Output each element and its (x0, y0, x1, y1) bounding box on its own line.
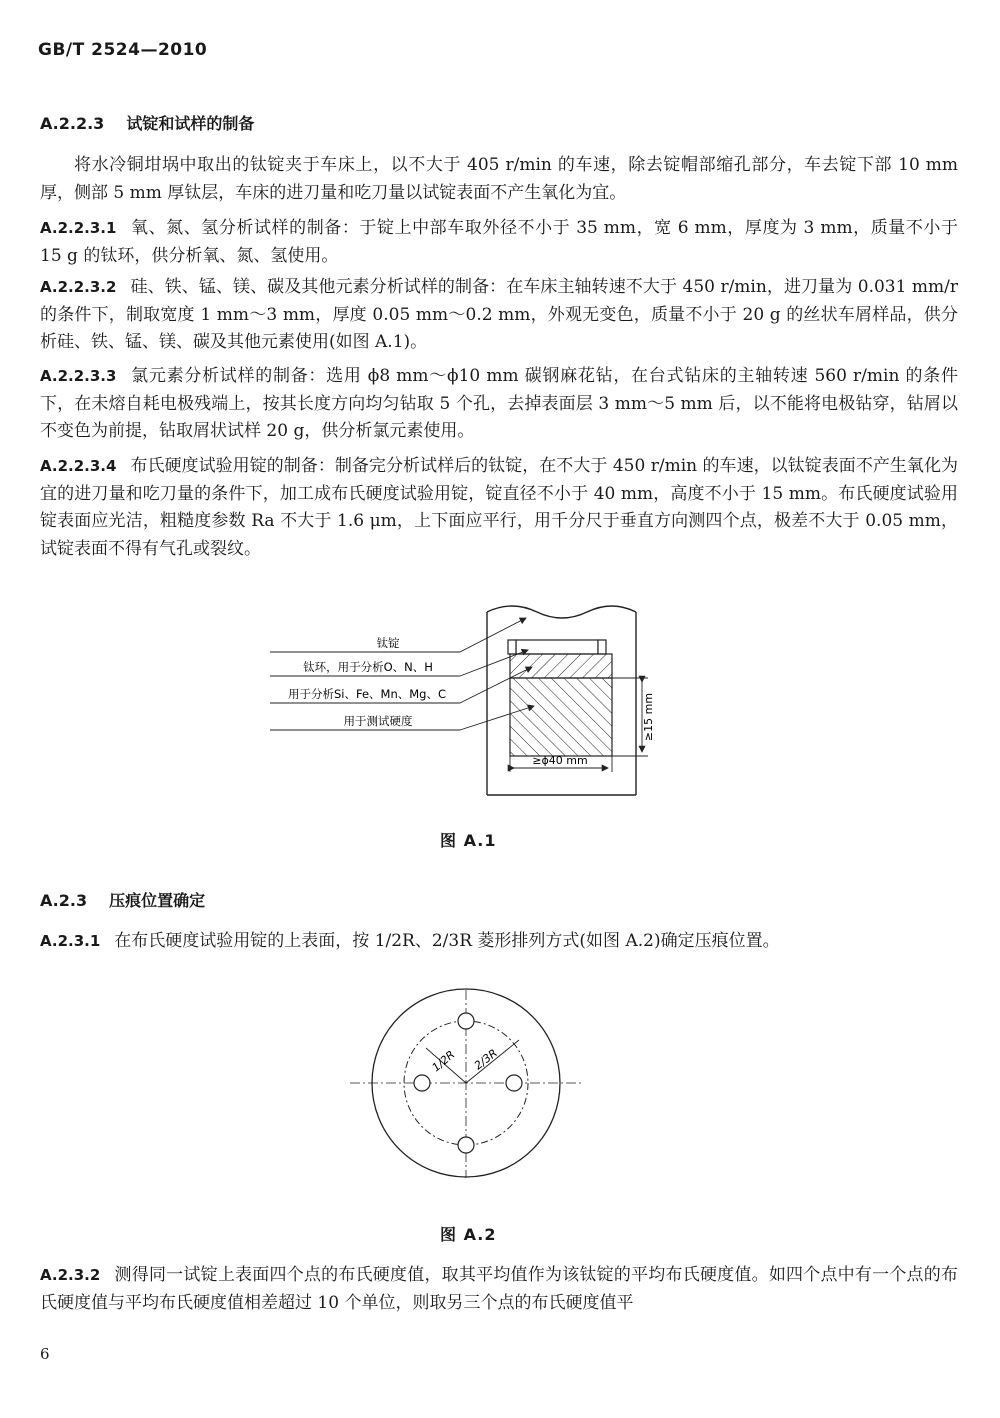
clause-text: 在布氏硬度试验用锭的上表面，按 1/2R、2/3R 菱形排列方式(如图 A.2)确定压痕位置。 (114, 931, 780, 951)
figure-a1-caption: 图 A.1 (440, 831, 497, 850)
clause-number: A.2.2.3.2 (40, 278, 117, 296)
paragraph-a22233 (40, 363, 958, 446)
clause-number: A.2.3.2 (40, 1266, 101, 1284)
page-number: 6 (40, 1345, 50, 1363)
section-number: A.2.3 (40, 891, 88, 910)
clause-text: 测得同一试锭上表面四个点的布氏硬度值，取其平均值作为该钛锭的平均布氏硬度值。如四个点中有一个点的布氏硬度值与平均布氏硬度值相差超过 10 个单位，则取另三个点的布氏硬度值平 (40, 1265, 958, 1313)
clause-number: A.2.2.3.3 (40, 367, 117, 385)
paragraph-a231 (40, 928, 958, 956)
clause-text: 氯元素分析试样的制备：选用 ϕ8 mm～ϕ10 mm 碳钢麻花钻，在台式钻床的主轴转速 560 r/min 的条件下，在未熔自耗电极残端上，按其长度方向均匀钻取 5 个孔，去掉表面层 3 mm～5 mm 后，以不能将电极钻穿，钻屑以不变色为前提，钻取屑状试样 20 g，供分析氯元素使用。 (40, 366, 958, 441)
paragraph-a232 (40, 1262, 958, 1317)
clause-text: 硅、铁、锰、镁、碳及其他元素分析试样的制备：在车床主轴转速不大于 450 r/min，进刀量为 0.031 mm/r 的条件下，制取宽度 1 mm～3 mm，厚度 0.05 mm～0.2 mm，外观无变色，质量不小于 20 g 的丝状车屑样品，供分析硅、铁、锰、镁、碳及其他元素使用(如图 A.1)。 (40, 277, 958, 352)
figure-a2-diagram (340, 985, 590, 1185)
clause-number: A.2.2.3.4 (40, 457, 117, 475)
clause-text: 氧、氮、氢分析试样的制备：于锭上中部车取外径不小于 35 mm，宽 6 mm，厚度为 3 mm，质量不小于 15 g 的钛环，供分析氧、氮、氢使用。 (40, 218, 958, 266)
clause-text: 布氏硬度试验用锭的制备：制备完分析试样后的钛锭，在不大于 450 r/min 的车速，以钛锭表面不产生氧化为宜的进刀量和吃刀量的条件下，加工成布氏硬度试验用锭，锭直径不小于 40 mm，高度不小于 15 mm。布氏硬度试验用锭表面应光洁，粗糙度参数 Ra 不大于 1.6 μm，上下面应平行，用千分尺于垂直方向测四个点，极差不大于 0.05 mm，试锭表面不得有气孔或裂纹。 (40, 456, 958, 559)
clause-number: A.2.3.1 (40, 932, 101, 950)
indent-point-right (506, 1075, 522, 1091)
clause-number: A.2.2.3.1 (40, 219, 117, 237)
dimension-diameter-label: ≥ϕ40 mm (532, 754, 588, 767)
indent-point-left (414, 1075, 430, 1091)
section-heading-a2223 (40, 111, 254, 134)
label-half-r: 1/2R (429, 1048, 458, 1075)
paragraph-intro: 将水冷铜坩埚中取出的钛锭夹于车床上，以不大于 405 r/min 的车速，除去锭帽部缩孔部分，车去锭下部 10 mm 厚，侧部 5 mm 厚钛层，车床的进刀量和吃刀量以试锭表面不产生氧化为宜。 (40, 155, 958, 203)
label-chips: 用于分析Si、Fe、Mn、Mg、C (287, 687, 447, 701)
label-ingot: 钛锭 (376, 636, 400, 650)
indent-point-bottom (458, 1137, 474, 1153)
section-title: 压痕位置确定 (109, 891, 206, 910)
indent-point-top (458, 1013, 474, 1029)
paragraph-a22232 (40, 274, 958, 357)
paragraph-a22234 (40, 453, 958, 563)
section-title: 试锭和试样的制备 (126, 114, 255, 133)
figure-a2-caption: 图 A.2 (440, 1225, 497, 1244)
document-code: GB/T 2524—2010 (38, 40, 208, 60)
label-hardness: 用于测试硬度 (343, 714, 413, 728)
label-two-thirds-r: 2/3R (471, 1046, 500, 1073)
dimension-height-label: ≥15 mm (642, 692, 655, 742)
figure-a1-diagram (255, 595, 655, 805)
section-number: A.2.2.3 (40, 114, 105, 133)
section-heading-a23 (40, 888, 205, 911)
label-ring: 钛环，用于分析O、N、H (303, 660, 433, 674)
paragraph-a22231 (40, 215, 958, 270)
